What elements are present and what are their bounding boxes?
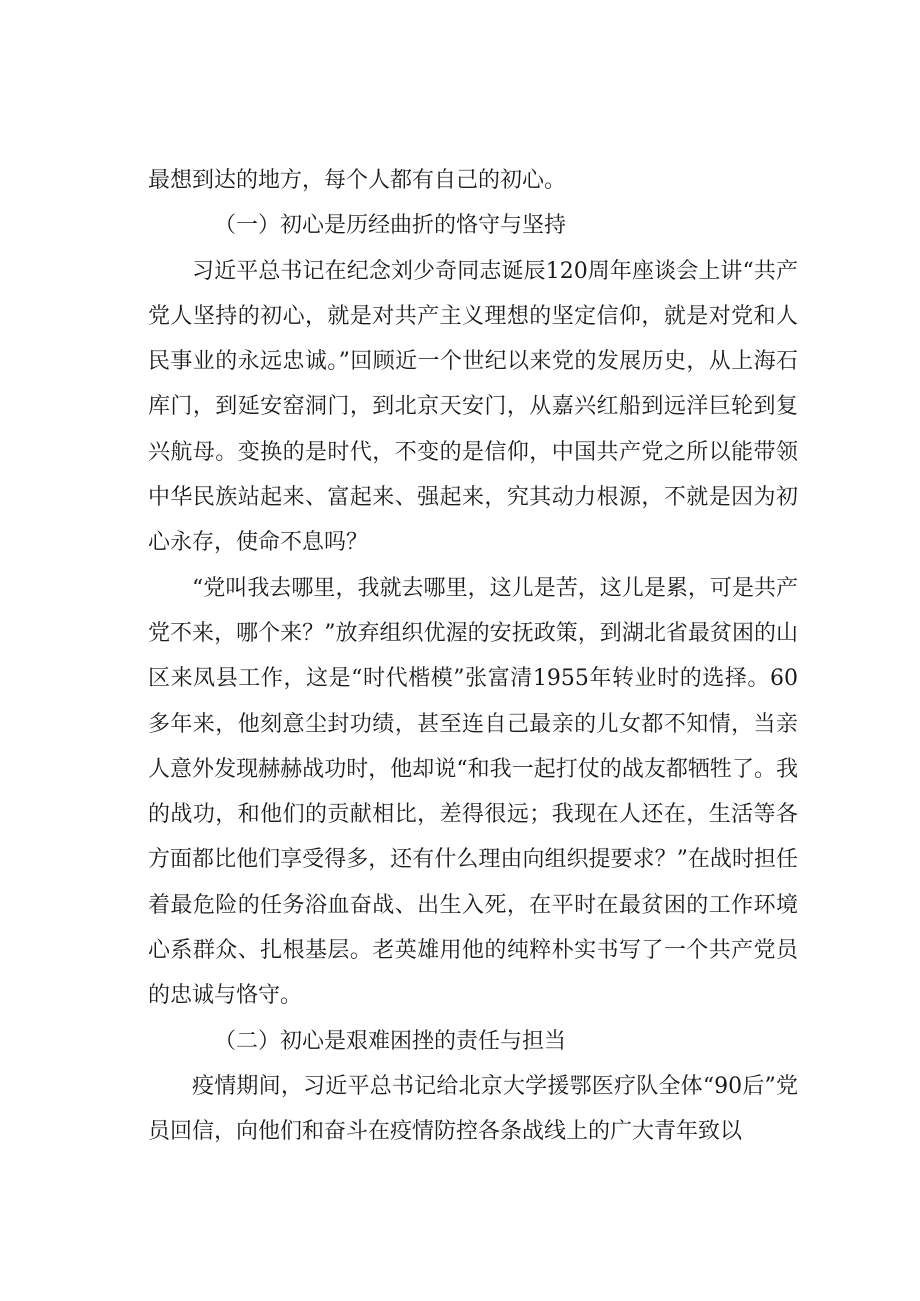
section-heading-1: （一）初心是历经曲折的恪守与坚持: [214, 213, 567, 239]
document-body: [148, 158, 798, 1155]
paragraph-pandemic-letter: 疫情期间，习近平总书记给北京大学援鄂医疗队全体“90后”党员回信，向他们和奋斗在疫情防控各条战线上的广大青年致以: [148, 1073, 798, 1145]
paragraph-zhang-fuqing: “党叫我去哪里，我就去哪里，这儿是苦，这儿是累，可是共产党不来，哪个来？”放弃组织优渥的安抚政策，到湖北省最贫困的山区来凤县工作，这是“时代楷模”张富清1955年转业时的选择。60多年来，他刻意尘封功绩，甚至连自己最亲的儿女都不知情，当亲人意外发现赫赫战功时，他却说“和我一起打仗的战友都牺牲了。我的战功，和他们的贡献相比，差得很远；我现在人还在，生活等各方面都比他们享受得多，还有什么理由向组织提要求？”在战时担任着最危险的任务浴血奋战、出生入死，在平时在最贫困的工作环境心系群众、扎根基层。老英雄用他的纯粹朴实书写了一个共产党员的忠诚与恪守。: [148, 575, 798, 1009]
paragraph-liu-shaoqi-speech: 习近平总书记在纪念刘少奇同志诞辰120周年座谈会上讲“共产党人坚持的初心，就是对共产主义理想的坚定信仰，就是对党和人民事业的永远忠诚。”回顾近一个世纪以来党的发展历史，从上海石库门，到延安窑洞门，到北京天安门，从嘉兴红船到远洋巨轮到复兴航母。变换的是时代，不变的是信仰，中国共产党之所以能带领中华民族站起来、富起来、强起来，究其动力根源，不就是因为初心永存，使命不息吗？: [148, 258, 798, 556]
section-heading-2: （二）初心是艰难困挫的责任与担当: [214, 1028, 567, 1054]
paragraph-intro-continuation: 最想到达的地方，每个人都有自己的初心。: [148, 168, 567, 193]
